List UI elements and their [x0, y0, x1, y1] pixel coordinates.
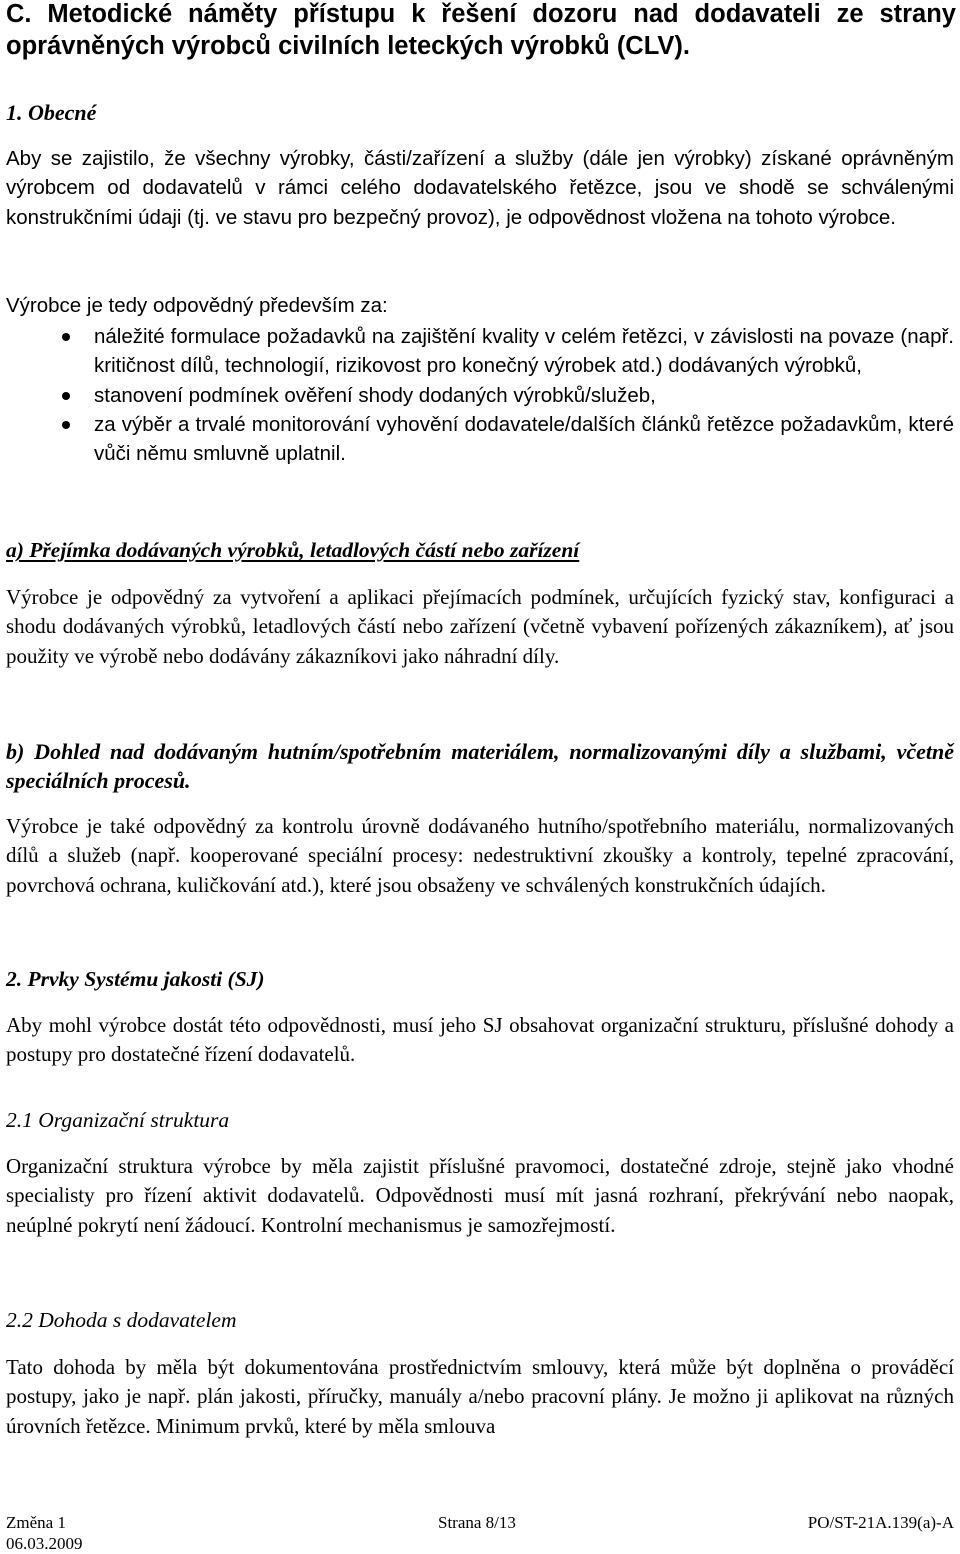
footer-change: Změna 1 — [6, 1513, 66, 1532]
section-2-2-text: Tato dohoda by měla být dokumentována prostřednictvím smlouvy, která může být doplněna o prováděcí postupy, jako je např. plán jakosti, příručky, manuály a/nebo pracovní plány. Je možno ji aplikovat na různých úrovních řetězce. Minimum prvků, které by měla smlouva — [6, 1355, 954, 1438]
list-item-text: stanovení podmínek ověření shody dodaných výrobků/služeb, — [94, 383, 656, 407]
list-item — [0, 322, 954, 381]
footer-page-number: Strana 8/13 — [438, 1513, 516, 1532]
list-item — [0, 381, 954, 410]
section-2-2-heading: 2.2 Dohoda s dodavatelem — [6, 1308, 237, 1332]
bullet-icon — [62, 421, 70, 429]
list-item — [0, 410, 954, 469]
footer-date: 06.03.2009 — [6, 1534, 83, 1553]
section-2-text: Aby mohl výrobce dostát této odpovědnosti, musí jeho SJ obsahovat organizační strukturu, příslušné dohody a postupy pro dostatečné řízení dodavatelů. — [6, 1013, 954, 1067]
footer-revision — [6, 1512, 83, 1554]
section-2-1-text: Organizační struktura výrobce by měla zajistit příslušné pravomoci, dostatečné zdroje, stejně jako vhodné specialisty pro řízení aktivit dodavatelů. Odpovědnosti musí mít jasná rozhraní, překrývání nebo naopak, neúplné pokrytí není žádoucí. Kontrolní mechanismus je samozřejmostí. — [6, 1154, 954, 1237]
list-item-text: za výběr a trvalé monitorování vyhovění dodavatele/dalších článků řetězce požadavkům, které vůči němu smluvně uplatnil. — [94, 412, 954, 466]
bullet-icon — [62, 333, 70, 341]
section-a-text: Výrobce je odpovědný za vytvoření a aplikaci přejímacích podmínek, určujících fyzický stav, konfiguraci a shodu dodávaných výrobků, letadlových částí nebo zařízení (včetně vybavení pořízených zákazníkem), ať jsou použity ve výrobě nebo dodávány zákazníkovi jako náhradní díly. — [6, 585, 954, 668]
section-1-paragraph-2: Výrobce je tedy odpovědný především za: — [6, 294, 388, 317]
section-1-paragraph-1: Aby se zajistilo, že všechny výrobky, části/zařízení a služby (dále jen výrobky) získané oprávněným výrobcem od dodavatelů v rámci celého dodavatelského řetězce, jsou ve shodě se schválenými konstrukčními údaji (tj. ve stavu pro bezpečný provoz), je odpovědnost vložena na tohoto výrobce. — [6, 147, 954, 229]
footer-document-id: PO/ST-21A.139(a)-A — [807, 1513, 954, 1532]
section-a-heading: a) Přejímka dodávaných výrobků, letadlových částí nebo zařízení — [6, 538, 580, 562]
list-item-text: náležité formulace požadavků na zajištění kvality v celém řetězci, v závislosti na povaze (např. kritičnost dílů, technologií, rizikovost pro konečný výrobek atd.) dodávaných výrobků, — [94, 325, 954, 378]
section-2-1-heading: 2.1 Organizační struktura — [6, 1108, 230, 1132]
section-b-text: Výrobce je také odpovědný za kontrolu úrovně dodávaného hutního/spotřebního materiálu, normalizovaných dílů a služeb (např. kooperované speciální procesy: nedestruktivní zkoušky a kontroly, tepelné zpracování, povrchová ochrana, kuličkování atd.), které jsou obsaženy ve schválených konstrukčních údajích. — [6, 814, 954, 897]
responsibility-list — [0, 322, 960, 468]
section-2-heading: 2. Prvky Systému jakosti (SJ) — [6, 967, 265, 991]
section-1-heading: 1. Obecné — [6, 100, 97, 125]
bullet-icon — [62, 392, 70, 400]
document-title: C. Metodické náměty přístupu k řešení dozoru nad dodavateli ze strany oprávněných výrobců civilních leteckých výrobků (CLV). — [6, 0, 956, 60]
section-b-heading: b) Dohled nad dodávaným hutním/spotřebním materiálem, normalizovanými díly a službami, včetně speciálních procesů. — [6, 739, 954, 794]
